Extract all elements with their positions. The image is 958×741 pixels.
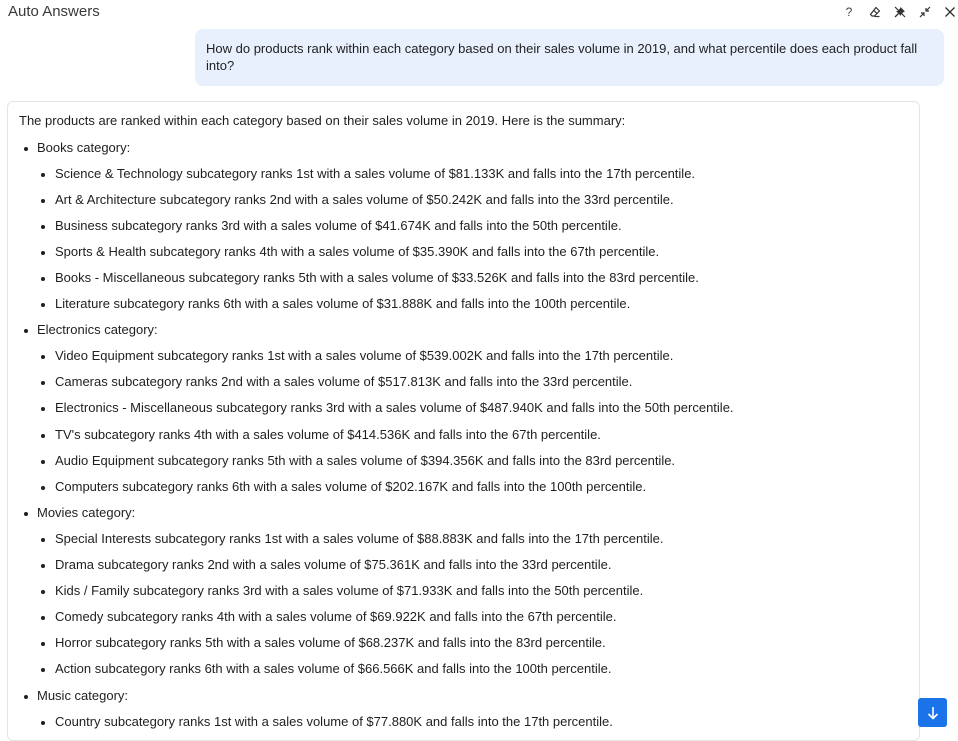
category-label: Music category: — [37, 688, 129, 703]
subcategory-bullet — [41, 538, 45, 542]
subcategory-item: Cameras subcategory ranks 2nd with a sales volume of $517.813K and falls into the 33rd percentile. — [55, 374, 633, 389]
subcategory-bullet — [41, 199, 45, 203]
subcategory-item: Country subcategory ranks 1st with a sales volume of $77.880K and falls into the 17th percentile. — [55, 714, 613, 729]
subcategory-item: Business subcategory ranks 3rd with a sales volume of $41.674K and falls into the 50th percentile. — [55, 218, 622, 233]
subcategory-bullet — [41, 590, 45, 594]
subcategory-item: Literature subcategory ranks 6th with a sales volume of $31.888K and falls into the 100th percentile. — [55, 296, 631, 311]
subcategory-item: Action subcategory ranks 6th with a sales volume of $66.566K and falls into the 100th percentile. — [55, 661, 612, 676]
subcategory-bullet — [41, 721, 45, 725]
category-bullet — [24, 512, 28, 516]
subcategory-item: Video Equipment subcategory ranks 1st with a sales volume of $539.002K and falls into the 17th percentile. — [55, 348, 674, 363]
subcategory-bullet — [41, 277, 45, 281]
clear-button[interactable] — [866, 3, 884, 21]
subcategory-bullet — [41, 564, 45, 568]
subcategory-bullet — [41, 486, 45, 490]
user-question-text: How do products rank within each category based on their sales volume in 2019, and what percentile does each product fall into? — [206, 41, 918, 73]
subcategory-bullet — [41, 381, 45, 385]
subcategory-bullet — [41, 642, 45, 646]
subcategory-item: Electronics - Miscellaneous subcategory ranks 3rd with a sales volume of $487.940K and falls into the 50th percentile. — [55, 400, 734, 415]
subcategory-item: Sports & Health subcategory ranks 4th with a sales volume of $35.390K and falls into the 67th percentile. — [55, 244, 660, 259]
minimize-button[interactable] — [916, 3, 934, 21]
unpin-button[interactable] — [891, 3, 909, 21]
subcategory-bullet — [41, 173, 45, 177]
close-button[interactable] — [941, 3, 958, 21]
subcategory-item: Horror subcategory ranks 5th with a sales volume of $68.237K and falls into the 83rd percentile. — [55, 635, 606, 650]
subcategory-bullet — [41, 668, 45, 672]
category-bullet — [24, 147, 28, 151]
subcategory-item: Drama subcategory ranks 2nd with a sales volume of $75.361K and falls into the 33rd percentile. — [55, 557, 612, 572]
subcategory-item: Books - Miscellaneous subcategory ranks 5th with a sales volume of $33.526K and falls into the 83rd percentile. — [55, 270, 699, 285]
answer-intro: The products are ranked within each category based on their sales volume in 2019. Here is the summary: — [19, 113, 626, 128]
subcategory-bullet — [41, 616, 45, 620]
minimize-icon — [919, 6, 931, 18]
unpin-icon — [894, 6, 906, 18]
title-bar — [0, 0, 958, 24]
subcategory-bullet — [41, 251, 45, 255]
subcategory-item: Science & Technology subcategory ranks 1st with a sales volume of $81.133K and falls into the 17th percentile. — [55, 166, 696, 181]
help-icon: ? — [845, 5, 853, 19]
category-bullet — [24, 695, 28, 699]
close-icon — [944, 6, 956, 18]
category-label: Books category: — [37, 140, 131, 155]
category-label: Electronics category: — [37, 322, 158, 337]
subcategory-item: Special Interests subcategory ranks 1st with a sales volume of $88.883K and falls into the 17th percentile. — [55, 531, 664, 546]
subcategory-item: TV's subcategory ranks 4th with a sales volume of $414.536K and falls into the 67th percentile. — [55, 427, 601, 442]
subcategory-item: Kids / Family subcategory ranks 3rd with a sales volume of $71.933K and falls into the 50th percentile. — [55, 583, 644, 598]
arrow-down-icon — [926, 706, 940, 720]
subcategory-item: Computers subcategory ranks 6th with a sales volume of $202.167K and falls into the 100th percentile. — [55, 479, 647, 494]
help-button[interactable] — [840, 3, 858, 21]
subcategory-item: Audio Equipment subcategory ranks 5th with a sales volume of $394.356K and falls into the 83rd percentile. — [55, 453, 676, 468]
scroll-to-bottom-button[interactable] — [918, 698, 947, 727]
subcategory-item: Art & Architecture subcategory ranks 2nd with a sales volume of $50.242K and falls into the 33rd percentile. — [55, 192, 674, 207]
eraser-icon — [869, 6, 881, 18]
app-title: Auto Answers — [8, 3, 100, 20]
subcategory-bullet — [41, 460, 45, 464]
subcategory-item: Comedy subcategory ranks 4th with a sales volume of $69.922K and falls into the 67th percentile. — [55, 609, 617, 624]
subcategory-bullet — [41, 434, 45, 438]
subcategory-bullet — [41, 407, 45, 411]
subcategory-bullet — [41, 225, 45, 229]
category-label: Movies category: — [37, 505, 136, 520]
category-bullet — [24, 329, 28, 333]
subcategory-bullet — [41, 355, 45, 359]
subcategory-bullet — [41, 303, 45, 307]
user-question-bubble — [195, 29, 944, 86]
